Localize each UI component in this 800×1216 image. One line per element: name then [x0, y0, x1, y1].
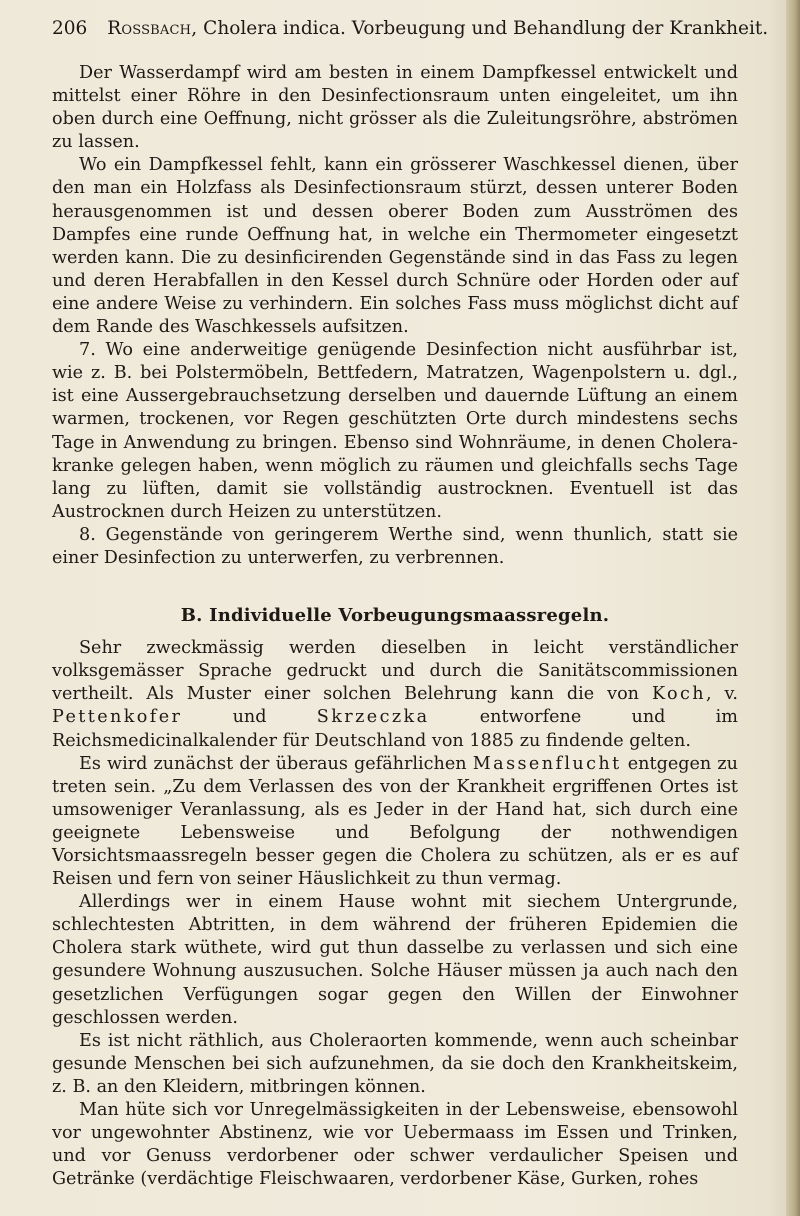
paragraph-item-8: 8. Gegenstände von geringerem Werthe sind, wenn thunlich, statt sie einer Desinfection zu unterwerfen, zu verbrennen. [52, 524, 738, 568]
text-run: Sehr zweckmässig werden dieselben in leicht verständlicher volksgemässer Sprache gedruckt und durch die Sanitätscommissionen vertheilt. Als Muster einer solchen Belehrung kann die von [52, 638, 738, 705]
text-run: entgegen zu treten sein. „Zu dem Verlassen des von der Krankheit ergriffenen Ortes ist umsoweniger Veranlassung, als es Jeder in der Hand hat, sich durch eine geeignete Lebensweise und Befolgung der nothwendigen Vorsichtsmaassregeln besser gegen die Cholera zu schützen, als er es auf Reisen und fern von seiner Häuslichkeit zu thun vermag. [52, 753, 738, 890]
header-author: Rossbach, [107, 18, 198, 39]
page-body [52, 62, 738, 1191]
term-massenflucht: Massenflucht [472, 753, 622, 774]
text-run: entworfene und im Reichsmedicinalkalender für Deutschland von 1885 zu findende gelten. [52, 707, 738, 751]
text-run: Es wird zunächst der überaus gefährlichen [79, 753, 473, 774]
name-koch: Koch [651, 684, 707, 705]
paragraph-allerdings: Allerdings wer in einem Hause wohnt mit siechem Untergrunde, schlechtesten Abtritten, in dem während der früheren Epidemien die Cholera stark wüthete, wird gut thun dasselbe zu verlassen und sich eine gesundere Wohnung auszusuchen. Solche Häuser müssen ja auch nach den gesetzlichen Verfügungen sogar gegen den Willen der Einwohner geschlossen werden. [52, 892, 738, 1028]
paragraph-item-7: 7. Wo eine anderweitige genügende Desinfection nicht ausführbar ist, wie z. B. bei Polstermöbeln, Bettfedern, Matratzen, Wagenpolstern u. dgl., ist eine Aussergebrauchsetzung derselben und dauernde Lüftung an einem warmen, trockenen, vor Regen geschützten Orte durch mindestens sechs Tage in Anwendung zu bringen. Ebenso sind Wohnräume, in denen Cholera-kranke gelegen haben, wenn möglich zu räumen und gleichfalls sechs Tage lang zu lüften, damit sie vollständig austrocknen. Eventuell ist das Austrocknen durch Heizen zu unterstützen. [52, 340, 738, 522]
running-header [52, 16, 769, 42]
paragraph-steam: Der Wasserdampf wird am besten in einem Dampfkessel entwickelt und mittelst einer Röhre in den Desinfectionsraum unten eingeleitet, um ihn oben durch eine Oeffnung, nicht grösser als die Zuleitungsröhre, abströmen zu lassen. [52, 63, 738, 153]
paragraph-massenflucht [52, 753, 738, 892]
name-skrzeczka: Skrzeczka [316, 707, 430, 728]
page-number: 206 [52, 18, 88, 39]
text-run: , v. [706, 684, 738, 705]
header-title: Cholera indica. Vorbeugung und Behandlung der Krankheit. [203, 18, 769, 39]
paragraph-lebensweise: Man hüte sich vor Unregelmässigkeiten in der Lebensweise, ebensowohl vor ungewohnter Abstinenz, wie vor Uebermaass im Essen und Trinken, und vor Genuss verdorbener oder schwer verdaulicher Speisen und Getränke (verdächtige Fleischwaaren, verdorbener Käse, Gurken, rohes [52, 1100, 738, 1190]
paragraph-waschkessel: Wo ein Dampfkessel fehlt, kann ein grösserer Waschkessel dienen, über den man ein Holzfass als Desinfectionsraum stürzt, dessen unterer Boden herausgenommen ist und dessen oberer Boden zum Ausströmen des Dampfes eine runde Oeffnung hat, in welche ein Thermometer eingesetzt werden kann. Die zu desinficirenden Gegenstände sind in das Fass zu legen und deren Herabfallen in den Kessel durch Schnüre oder Horden oder auf eine andere Weise zu verhindern. Ein solches Fass muss möglichst dicht auf dem Rande des Waschkessels aufsitzen. [52, 155, 738, 338]
page-edge [786, 0, 800, 1216]
name-pettenkofer: Pettenkofer [52, 707, 183, 728]
section-heading: B. Individuelle Vorbeugungsmaassregeln. [180, 605, 610, 627]
text-run: und [182, 707, 317, 728]
paragraph-belehrung [52, 637, 738, 752]
paragraph-choleraorten: Es ist nicht räthlich, aus Choleraorten kommende, wenn auch scheinbar gesunde Menschen bei sich aufzunehmen, da sie doch den Krankheitskeim, z. B. an den Kleidern, mitbringen können. [52, 1030, 738, 1097]
